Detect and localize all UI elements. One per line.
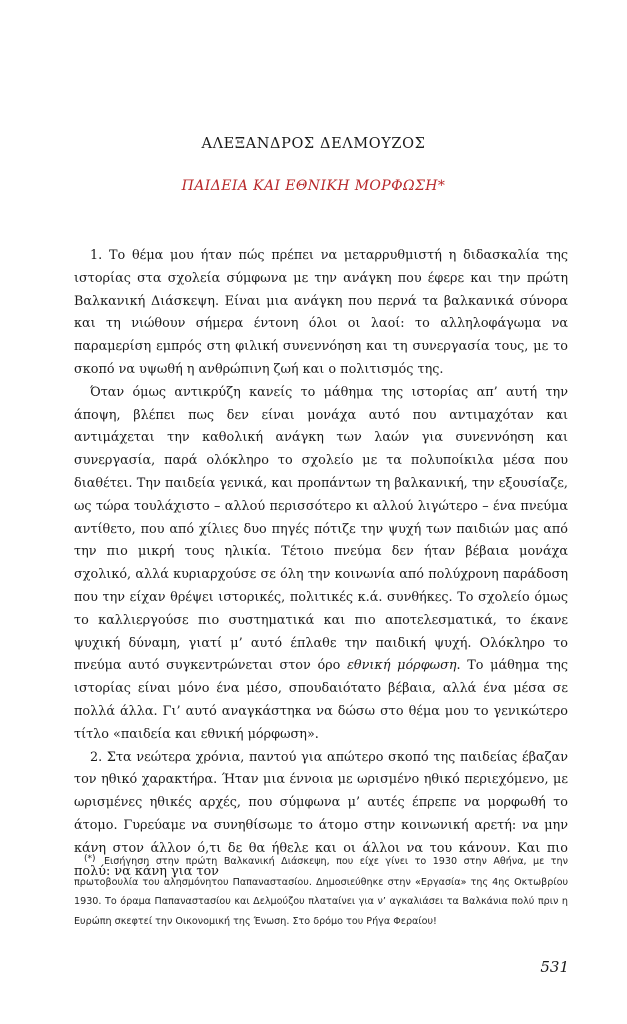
- footnote-paragraph: [74, 852, 568, 931]
- author-name: ΑΛΕΞΑΝΔΡΟΣ ΔΕΛΜΟΥΖΟΣ: [201, 136, 426, 152]
- footnote: [74, 852, 568, 931]
- paragraph-2-part-b: . Το μάθημα της ιστορίας είναι μόνο ένα μέσο, σπουδαιότατο βέβαια, αλλά ένα μέσα σε πολλά άλλα. Γι’ αυτό αναγκάστηκα να δώσω στο θέμα μου το γενικώτερο τίτλο «παιδεία και εθνική μόρφωση».: [74, 658, 568, 742]
- footnote-marker: (*): [84, 854, 96, 864]
- paragraph-2: [74, 382, 568, 747]
- emphasis-term: εθνική μόρφωση: [347, 658, 457, 674]
- paragraph-2-part-a: Όταν όμως αντικρύζη κανείς το μάθημα της ιστορίας απ’ αυτή την άποψη, βλέπει πως δεν είναι μονάχα αυτό που αντιμαχόταν και αντιμάχεται την καθολική ανάγκη των λαών για συνεννόηση και συνεργασία, παρά ολόκληρο το σχολείο με τα πολυποίκιλα μέσα που διαθέτει. Την παιδεία γενικά, και προπάντων τη βαλκανική, την εξουσίαζε, ως τώρα τουλάχιστο – αλλού περισσότερο κι αλλού λιγώτερο – ένα πνεύμα αντίθετο, που από χίλιες δυο πηγές πότιζε την ψυχή των παιδιών μας από την πιο μικρή τους ηλικία. Τέτοιο πνεύμα δεν ήταν βέβαια μονάχα σχολικό, αλλά κυριαρχούσε σε όλη την κοινωνία από πολύχρονη παράδοση που την είχαν θρέψει ιστορικές, πολιτικές κ.ά. συνθήκες. Το σχολείο όμως το καλλιεργούσε πιο συστηματικά και πιο αποτελεσματικά, το έκανε ψυχική δύναμη, γιατί μ’ αυτό έπλαθε την παιδική ψυχή. Ολόκληρο το πνεύμα αυτό συγκεντρώνεται στον όρο: [74, 384, 568, 674]
- body-text: [74, 245, 568, 883]
- footnote-text: Εισήγηση στην πρώτη Βαλκανική Διάσκεψη, που είχε γίνει το 1930 στην Αθήνα, με την πρωτοβουλία του αλησμόνητου Παπαναστασίου. Δημοσιεύθηκε στην «Εργασία» της 4ης Οκτωβρίου 1930. Το όραμα Παπαναστασίου και Δελμούζου πλαταίνει για ν’ αγκαλιάσει τα Βαλκάνια πολύ πριν η Ευρώπη σκεφτεί την Οικονομική της Ένωση. Στο δρόμο του Ρήγα Φεραίου!: [74, 856, 568, 927]
- paragraph-1: 1. Το θέμα μου ήταν πώς πρέπει να μεταρρυθμιστή η διδασκαλία της ιστορίας στα σχολεία σύμφωνα με την ανάγκη που έφερε και την πρώτη Βαλκανική Διάσκεψη. Είναι μια ανάγκη που περνά τα βαλκανικά σύνορα και τη νιώθουν σήμερα έντονη όλοι οι λαοί: το αλληλοφάγωμα να παραμερίση εμπρός στη φιλική συνεννόηση και τη συνεργασία τους, με το σκοπό να υψωθή η ανθρώπινη ζωή και ο πολιτισμός της.: [74, 248, 568, 377]
- essay-title: ΠΑΙΔΕΙΑ ΚΑΙ ΕΘΝΙΚΗ ΜΟΡΦΩΣΗ*: [181, 178, 446, 194]
- paragraph-3: 2. Στα νεώτερα χρόνια, παντού για απώτερο σκοπό της παιδείας έβαζαν τον ηθικό χαρακτήρα. Ήταν μια έννοια με ωρισμένο ηθικό περιεχόμενο, με ωρισμένες ηθικές αρχές, που σύμφωνα μ’ αυτές έπρεπε να μορφωθή το άτομο. Γυρεύαμε να συνηθίσωμε το άτομο στην κοινωνική αρετή: να μην κάνη στον άλλον ό,τι δε θα ήθελε και οι άλλοι να του κάνουν. Και πιο πολύ: να κάνη για τον: [74, 749, 568, 879]
- page-number: 531: [540, 958, 569, 976]
